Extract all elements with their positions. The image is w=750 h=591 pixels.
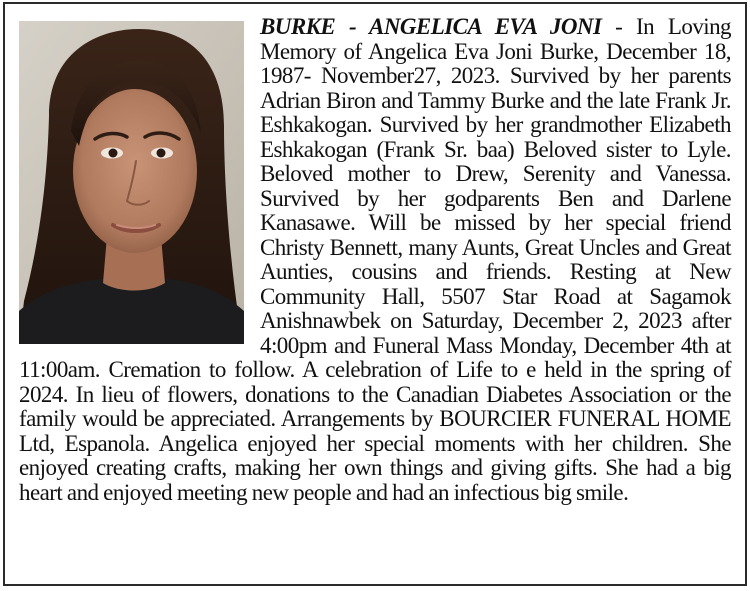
portrait-photo — [19, 21, 244, 344]
obituary-body: In Loving Memory of Angelica Eva Joni Burke, December 18, 1987- November27, 2023. Survived by her parents Adrian Biron and Tammy Burke and the late Frank Jr. Eshkakogan. Survived by her grandmother Elizabeth Eshkakogan (Frank Sr. baa) Beloved sister to Lyle. Beloved mother to Drew, Serenity and Vanessa. Survived by her godparents Ben and Darlene Kanasawe. Will be missed by her special friend Christy Bennett, many Aunts, Great Uncles and Great Aunties, cousins and friends. Resting at New Community Hall, 5507 Star Road at Sagamok Anishnawbek on Saturday, December 2, 2023 after 4:00pm and Funeral Mass Monday, December 4th at 11:00am. Cremation to follow. A celebration of Life to e held in the spring of 2024. In lieu of flowers, donations to the Canadian Diabetes Association or the family would be appreciated. Arrangements by BOURCIER FUNERAL HOME Ltd, Espanola. Angelica enjoyed her special moments with her children. She enjoyed creating crafts, making her own things and giving gifts. She had a big heart and enjoyed meeting new people and had an infectious big smile. — [19, 14, 732, 505]
deceased-name-heading: BURKE - ANGELICA EVA JONI — [260, 14, 602, 39]
obituary-notice — [3, 2, 747, 586]
heading-separator: - — [601, 14, 637, 39]
portrait-photo-illustration — [19, 21, 244, 344]
